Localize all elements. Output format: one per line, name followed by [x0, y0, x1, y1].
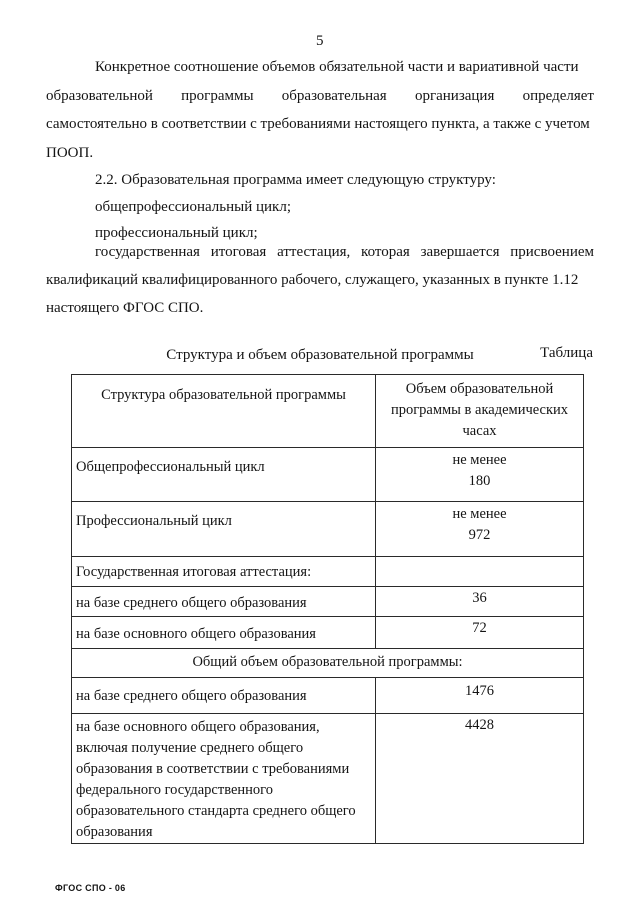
row-name-line-6: образования [76, 824, 153, 840]
para-gia-line-1: государственная итоговая аттестация, которая завершается присвоением [95, 244, 594, 260]
row-value [376, 448, 584, 502]
header-volume [376, 375, 584, 448]
row-value [376, 557, 584, 587]
table-header-row [72, 375, 584, 448]
table-row [72, 557, 584, 587]
table-row [72, 617, 584, 649]
row-name: Профессиональный цикл [72, 502, 376, 557]
para-1-line-3: самостоятельно в соответствии с требованиями настоящего пункта, а также с учетом [46, 116, 590, 132]
structure-table [71, 374, 584, 844]
row-name-line-3: образования в соответствии с требованиями [76, 761, 350, 777]
para-1-line-1: Конкретное соотношение объемов обязательной части и вариативной части [95, 59, 579, 75]
para-prof-cycle: профессиональный цикл; [95, 225, 258, 241]
row-value: 72 [376, 617, 584, 649]
row-name-line-2: включая получение среднего общего [76, 740, 304, 756]
row-name: на базе среднего общего образования [72, 678, 376, 714]
header-structure-text: Структура образовательной программы [101, 387, 346, 403]
row-value-line-2: 180 [468, 473, 491, 489]
footer-code: ФГОС СПО - 06 [55, 883, 126, 893]
table-row [72, 502, 584, 557]
row-value: 36 [376, 587, 584, 617]
header-volume-line-2: программы в академических [390, 402, 569, 418]
row-name: Государственная итоговая аттестация: [72, 557, 376, 587]
row-value-line-2: 972 [468, 527, 491, 543]
row-name: на базе основного общего образования [72, 617, 376, 649]
row-name [72, 714, 376, 844]
row-value [376, 502, 584, 557]
para-gia-line-2: квалификаций квалифицированного рабочего, служащего, указанных в пункте 1.12 [46, 272, 579, 288]
total-heading: Общий объем образовательной программы: [72, 649, 584, 678]
table-row [72, 448, 584, 502]
row-value: 1476 [376, 678, 584, 714]
para-structure-intro: 2.2. Образовательная программа имеет следующую структуру: [95, 172, 496, 188]
para-general-cycle: общепрофессиональный цикл; [95, 199, 291, 215]
header-structure [72, 375, 376, 448]
header-volume-line-1: Объем образовательной [405, 381, 554, 397]
para-1-line-4: ПООП. [46, 145, 94, 161]
table-title: Структура и объем образовательной программы [166, 347, 474, 363]
row-value-line-1: не менее [452, 506, 507, 522]
table-row [72, 587, 584, 617]
para-gia-line-3: настоящего ФГОС СПО. [46, 300, 204, 316]
table-row [72, 714, 584, 844]
row-name-line-4: федерального государственного [76, 782, 274, 798]
table-row [72, 678, 584, 714]
table-label: Таблица [540, 345, 593, 361]
row-name: Общепрофессиональный цикл [72, 448, 376, 502]
row-name-line-1: на базе основного общего образования, [76, 719, 320, 735]
para-1-line-2: образовательной программы образовательная организация определяет [46, 88, 594, 104]
row-value: 4428 [376, 714, 584, 844]
row-name-line-5: образовательного стандарта среднего общего [76, 803, 356, 819]
page-number: 5 [316, 33, 324, 49]
header-volume-line-3: часах [462, 423, 497, 439]
table-row [72, 649, 584, 678]
row-value-line-1: не менее [452, 452, 507, 468]
row-name: на базе среднего общего образования [72, 587, 376, 617]
